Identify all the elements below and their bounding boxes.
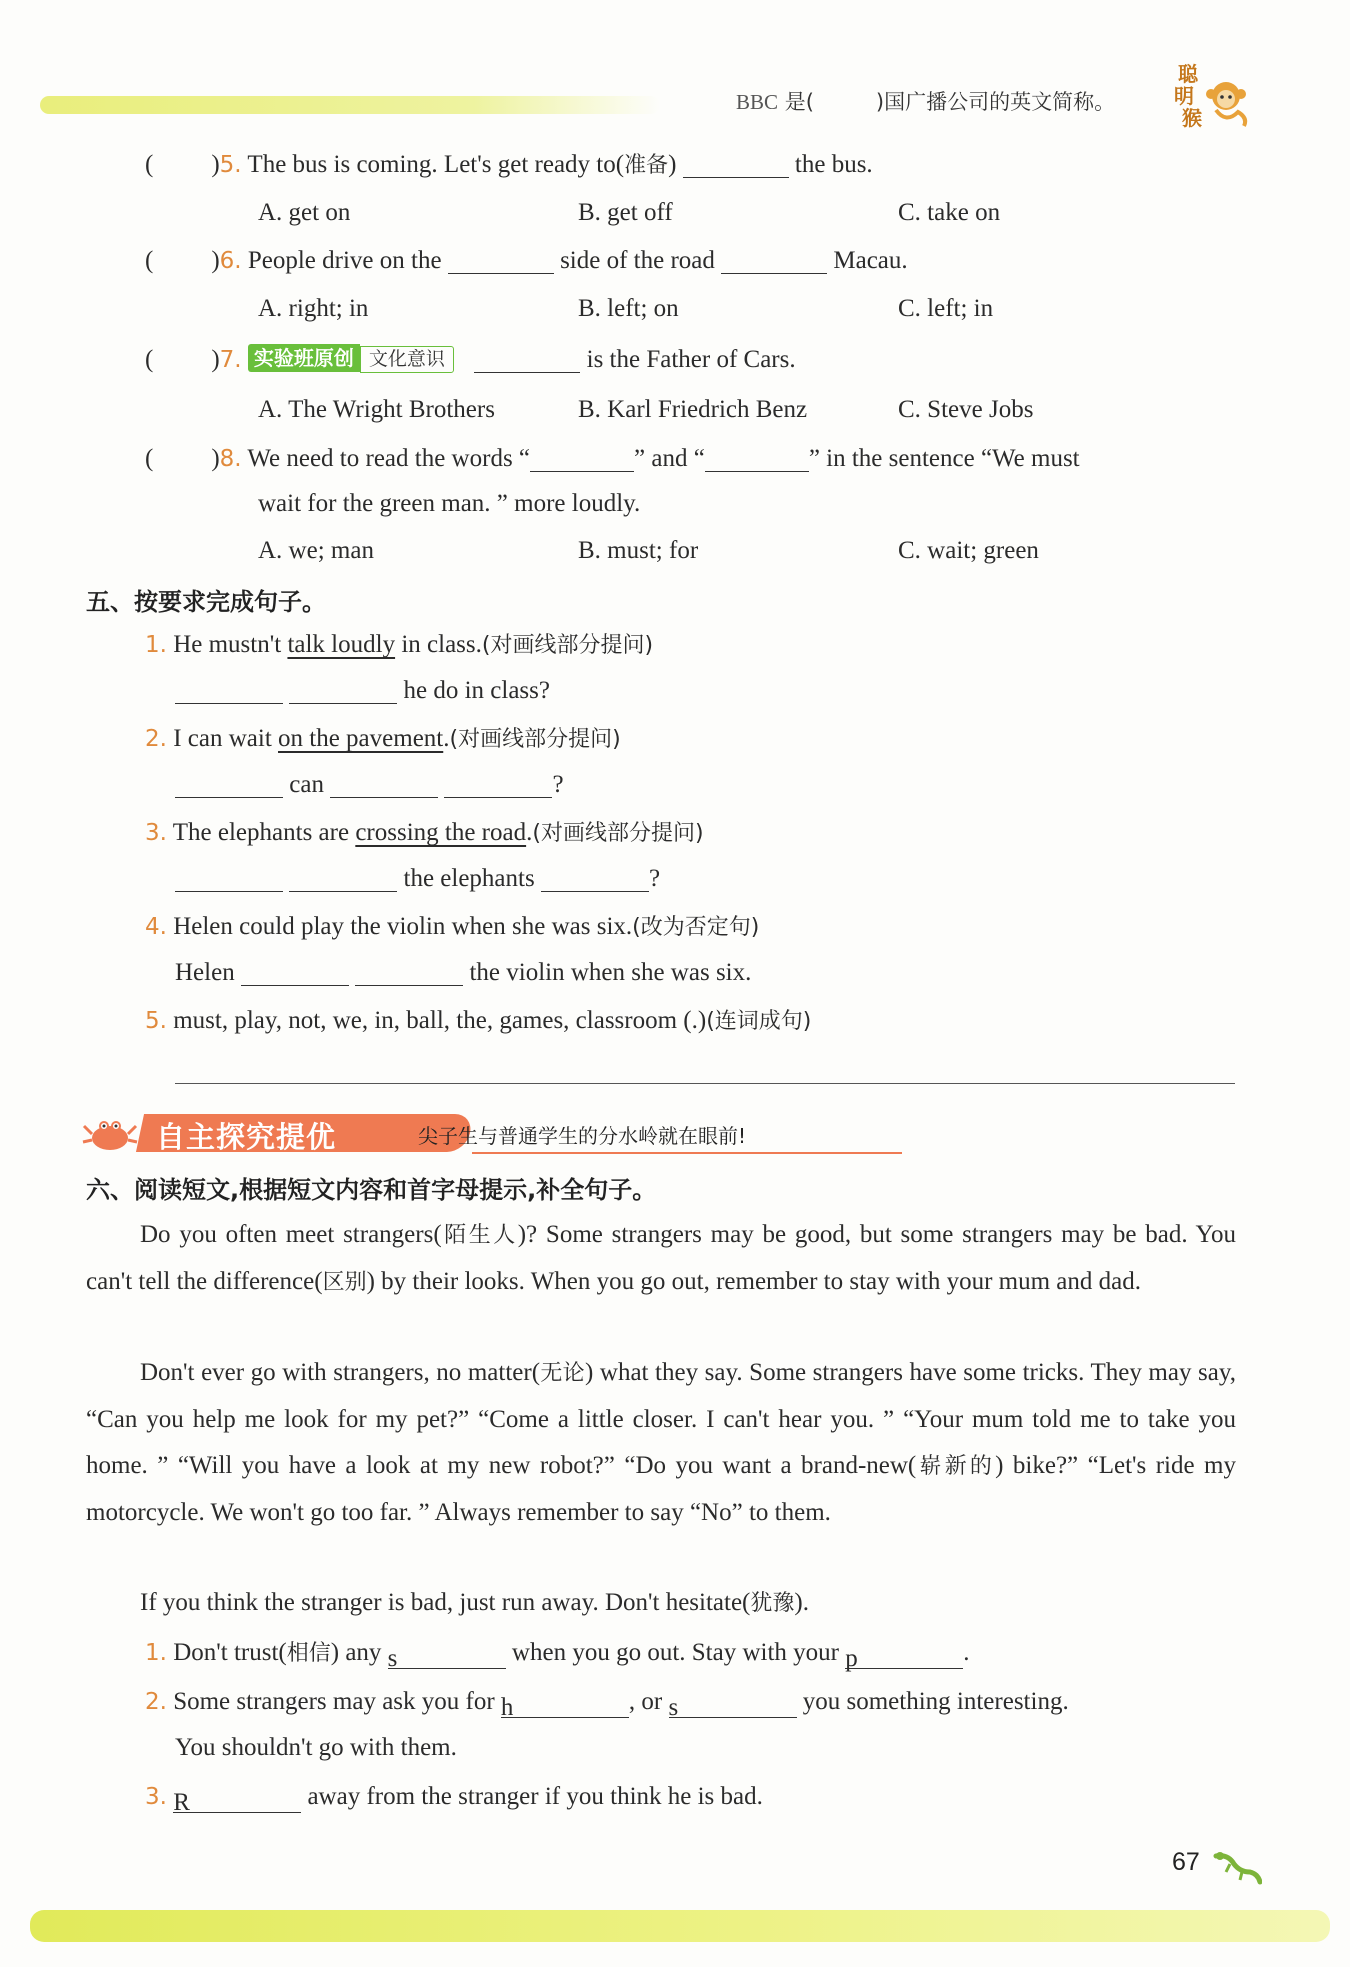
s5-item-3: 3. The elephants are crossing the road.(对画线部分提问) — [145, 819, 704, 846]
culture-tag: 文化意识 — [360, 346, 454, 373]
banner-subtitle: 尖子生与普通学生的分水岭就在眼前! — [418, 1124, 747, 1148]
page-number: 67 — [1172, 1848, 1200, 1876]
s6-question-3: 3. R away from the stranger if you think he is bad. — [145, 1783, 763, 1816]
section-banner — [82, 1110, 822, 1156]
answer-blank[interactable] — [474, 346, 580, 373]
s6-question-1: 1. Don't trust(相信) any s when you go out. Stay with your p . — [145, 1639, 970, 1672]
answer-blank[interactable] — [289, 677, 397, 704]
mc-q8-option-c: C. wait; green — [898, 537, 1039, 564]
mc-q6-option-b: B. left; on — [578, 295, 679, 322]
s6-question-2-continuation: You shouldn't go with them. — [175, 1734, 457, 1761]
mc-question-6: ( )6. People drive on the side of the road Macau. — [145, 247, 908, 274]
mc-question-7: ( )7. 实验班原创 文化意识 is the Father of Cars. — [145, 346, 796, 373]
banner-title: 自主探究提优 — [156, 1120, 337, 1154]
s5-item-4: 4. Helen could play the violin when she was six.(改为否定句) — [145, 913, 760, 940]
mc-q7-option-a: A. The Wright Brothers — [258, 396, 495, 423]
answer-blank[interactable] — [448, 247, 554, 274]
s5-item-2: 2. I can wait on the pavement.(对画线部分提问) — [145, 725, 621, 752]
answer-blank[interactable] — [241, 959, 349, 986]
monkey-mascot-icon: 聪 明 猴 — [1172, 64, 1252, 134]
answer-blank[interactable] — [175, 771, 283, 798]
mc-q7-option-b: B. Karl Friedrich Benz — [578, 396, 808, 423]
answer-blank[interactable]: s — [388, 1642, 506, 1669]
mc-q7-option-c: C. Steve Jobs — [898, 396, 1034, 423]
mc-q6-option-c: C. left; in — [898, 295, 994, 322]
passage-paragraph-3: If you think the stranger is bad, just run away. Don't hesitate(犹豫). — [140, 1589, 809, 1616]
crab-icon — [82, 1112, 138, 1156]
footer-band — [30, 1910, 1330, 1942]
passage-paragraph-2: Don't ever go with strangers, no matter(无论) what they say. Some strangers have some tricks. They may say, “Can you help me look for my pet?” “Come a little closer. I can't hear you. ” “Your mum told me to take you home. ” “Will you have a look at my new robot?” “Do you want a brand-new(崭新的) bike?” “Let's ride my motorcycle. We won't go too far. ” Always remember to say “No” to them. — [86, 1359, 1236, 1526]
s5-item-5: 5. must, play, not, we, in, ball, the, games, classroom (.)(连词成句) — [145, 1007, 812, 1034]
mc-question-8: ( )8. We need to read the words “ ” and “ ” in the sentence “We must — [145, 445, 1080, 472]
answer-blank[interactable] — [530, 445, 634, 472]
mc-question-5: ( )5. The bus is coming. Let's get ready to(准备) the bus. — [145, 151, 873, 178]
answer-blank[interactable]: h — [501, 1691, 629, 1718]
mc-q6-option-a: A. right; in — [258, 295, 369, 322]
answer-blank[interactable] — [683, 151, 789, 178]
mc-q5-option-c: C. take on — [898, 199, 1001, 226]
mc-q8-continuation: wait for the green man. ” more loudly. — [258, 490, 641, 517]
s6-question-2: 2. Some strangers may ask you for h , or s you something interesting. — [145, 1688, 1069, 1721]
s5-item-1: 1. He mustn't talk loudly in class.(对画线部分提问) — [145, 631, 654, 658]
answer-blank[interactable] — [175, 677, 283, 704]
answer-blank[interactable] — [444, 771, 552, 798]
header-note: BBC 是( )国广播公司的英文简称。 — [736, 90, 1116, 114]
answer-blank[interactable] — [705, 445, 809, 472]
header-band — [40, 96, 660, 114]
original-tag: 实验班原创 — [248, 344, 360, 372]
answer-blank[interactable] — [175, 865, 283, 892]
mc-q5-option-a: A. get on — [258, 199, 351, 226]
section-6-title: 六、阅读短文,根据短文内容和首字母提示,补全句子。 — [86, 1176, 657, 1204]
answer-blank[interactable] — [721, 247, 827, 274]
mc-q8-option-b: B. must; for — [578, 537, 699, 564]
s5-item-4-answer: Helen the violin when she was six. — [175, 959, 752, 986]
s5-item-1-answer: he do in class? — [175, 674, 550, 708]
passage-paragraph-1: Do you often meet strangers(陌生人)? Some strangers may be good, but some strangers may be bad. You can't tell the difference(区别) by their looks. When you go out, remember to stay with your mum and dad. — [86, 1221, 1237, 1295]
answer-blank[interactable] — [289, 865, 397, 892]
mc-q8-option-a: A. we; man — [258, 537, 374, 564]
answer-blank[interactable]: p — [845, 1642, 963, 1669]
answer-blank[interactable] — [330, 771, 438, 798]
s5-item-3-answer: the elephants ? — [175, 862, 660, 896]
answer-blank[interactable]: s — [669, 1691, 797, 1718]
answer-blank[interactable] — [355, 959, 463, 986]
answer-blank[interactable]: R — [173, 1786, 301, 1813]
section-5-title: 五、按要求完成句子。 — [86, 588, 326, 616]
answer-blank[interactable] — [541, 865, 649, 892]
monkey-icon — [1204, 78, 1250, 128]
s5-item-5-answer-line[interactable] — [175, 1083, 1235, 1084]
s5-item-2-answer: can ? — [175, 768, 564, 802]
mc-q5-option-b: B. get off — [578, 199, 673, 226]
lizard-icon — [1212, 1850, 1262, 1886]
